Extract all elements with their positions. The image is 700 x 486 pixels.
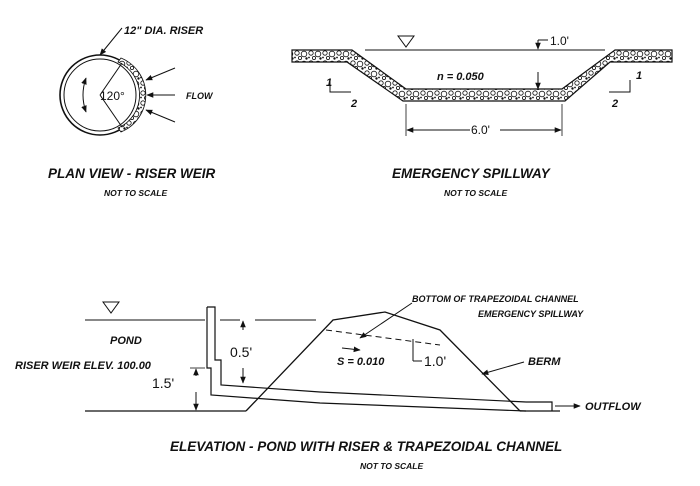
riser-label: 12" DIA. RISER	[124, 25, 204, 37]
slope-triangle-right	[609, 80, 630, 92]
emergency-spillway-section	[292, 34, 672, 198]
berm-leader	[482, 362, 524, 374]
channel-callout-leader	[360, 303, 412, 338]
pond-label: POND	[110, 335, 142, 347]
elevation-pond-section	[15, 294, 642, 471]
elevation-scale-note: NOT TO SCALE	[360, 461, 424, 471]
flow-label: FLOW	[186, 91, 213, 101]
roughness-label: n = 0.050	[437, 71, 484, 83]
slope-arrow	[342, 348, 360, 350]
plan-view-riser-weir	[48, 25, 216, 198]
slope-triangle-left	[330, 80, 351, 92]
flow-arrow-lower	[146, 110, 175, 122]
channel-callout-line1: BOTTOM OF TRAPEZOIDAL CHANNEL	[412, 294, 579, 304]
riser-height-label: 1.5'	[152, 375, 175, 391]
channel-depth-label: 1.0'	[424, 353, 447, 369]
angle-arc	[83, 78, 86, 112]
channel-callout-line2: EMERGENCY SPILLWAY	[478, 309, 584, 319]
berm-label: BERM	[528, 356, 561, 368]
slope-left-rise: 1	[326, 77, 333, 89]
pond-water-symbol	[103, 302, 119, 313]
outflow-pipe-end	[526, 402, 552, 411]
spillway-scale-note: NOT TO SCALE	[444, 188, 508, 198]
plan-view-scale-note: NOT TO SCALE	[104, 188, 168, 198]
angle-label: 120°	[100, 89, 125, 103]
flow-arrow-upper	[146, 68, 175, 80]
outflow-label: OUTFLOW	[585, 401, 641, 413]
water-surface-symbol	[398, 36, 414, 47]
spillway-depth-label: 1.0'	[550, 34, 569, 48]
slope-left-run: 2	[351, 98, 358, 110]
spillway-title: EMERGENCY SPILLWAY	[392, 166, 550, 181]
slope-right-run: 2	[612, 98, 619, 110]
riser-leader	[100, 28, 122, 55]
riser-elev-label: RISER WEIR ELEV. 100.00	[15, 360, 151, 372]
plan-view-title: PLAN VIEW - RISER WEIR	[48, 166, 216, 181]
head-label: 0.5'	[230, 344, 253, 360]
riser-pipe-top	[207, 307, 526, 402]
slope-right-rise: 1	[636, 70, 643, 82]
bottom-width-label: 6.0'	[471, 123, 490, 137]
channel-bottom-dashed	[326, 330, 440, 345]
channel-slope-label: S = 0.010	[337, 356, 385, 368]
elevation-title: ELEVATION - POND WITH RISER & TRAPEZOIDAL CHANNEL	[170, 439, 563, 454]
